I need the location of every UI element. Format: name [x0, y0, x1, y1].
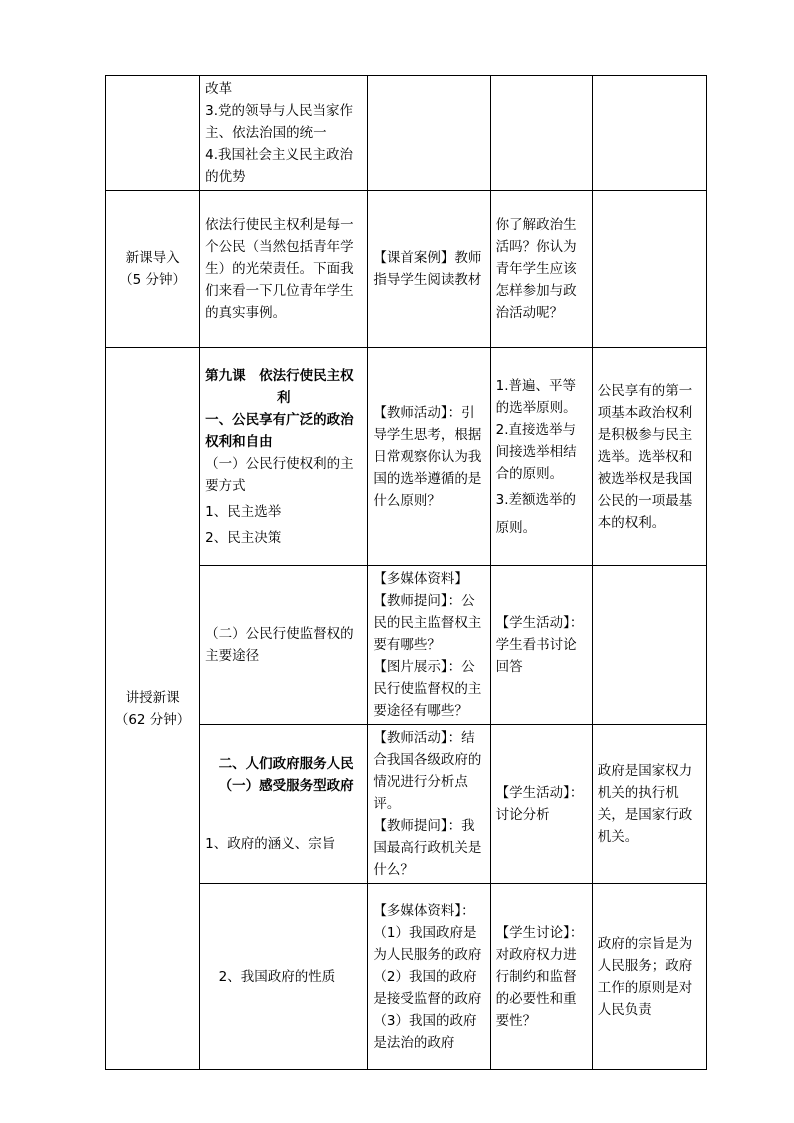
student-line: 【学生讨论】：: [495, 924, 584, 941]
teacher-cell: [368, 884, 490, 1070]
lesson-title: 利: [277, 389, 291, 406]
teacher-cell: [368, 348, 490, 566]
student-cell: [490, 348, 592, 566]
student-cell: [490, 191, 592, 348]
content-cell: [200, 725, 368, 884]
lesson-plan-table: [105, 75, 707, 1070]
content-line: 要方式: [205, 477, 246, 494]
design-cell: [592, 76, 706, 191]
teacher-cell: [368, 725, 490, 884]
student-line: 3.差额选举的: [495, 491, 577, 508]
teacher-line: （2）我国的政府是接受监督的政府: [373, 968, 482, 1007]
content-cell: [200, 348, 368, 566]
student-line: 回答: [495, 659, 523, 675]
student-text: 你了解政治生活吗？你认为青年学生应该怎样参加与政治活动呢？: [495, 217, 577, 321]
section-heading: 一、公民享有广泛的政治: [205, 411, 354, 428]
content-line: 改革: [205, 81, 233, 97]
content-cell: [200, 76, 368, 191]
design-cell: [592, 725, 706, 884]
design-text: 公民享有的第一项基本政治权利是积极参与民主选举。选举权和被选举权是我国公民的一项最基本的权利。: [597, 382, 693, 531]
teacher-line: 【图片展示】：公民行使监督权的主要途径有哪些？: [373, 659, 482, 719]
teacher-line: 【教师活动】：结合我国各级政府的情况进行分析点评。: [373, 730, 482, 812]
content-cell: [200, 566, 368, 725]
content-line: 的优势: [205, 169, 246, 185]
content-text: （二）公民行使监督权的主要途径: [205, 626, 354, 664]
student-cell: [490, 566, 592, 725]
content-line: 3.党的领导与人民当家作: [205, 103, 354, 119]
student-cell: [490, 725, 592, 884]
design-text: 政府的宗旨是为人民服务；政府工作的原则是对人民负责: [597, 935, 693, 1018]
design-text: 政府是国家权力机关的执行机关，是国家行政机关。: [597, 763, 693, 845]
table-row: [106, 348, 707, 566]
student-line: 讨论分析: [495, 807, 550, 823]
teacher-line: 【多媒体资料】：: [373, 902, 475, 919]
content-text: 2、我国政府的性质: [218, 968, 336, 985]
student-cell: [490, 884, 592, 1070]
teacher-line: 【教师提问】：公民的民主监督权主要有哪些？: [373, 593, 482, 653]
table-row: [106, 76, 707, 191]
content-line: 1、政府的涵义、宗旨: [205, 836, 336, 852]
student-line: 【学生活动】：: [495, 785, 584, 801]
table-row: [106, 191, 707, 348]
design-cell: [592, 191, 706, 348]
teacher-line: 【教师提问】：我国最高行政机关是什么？: [373, 818, 482, 878]
teacher-text: 【教师活动】：引导学生思考，根据日常观察你认为我国的选举遵循的是什么原则？: [373, 404, 482, 509]
student-cell: [490, 76, 592, 191]
student-line: 原则。: [495, 519, 537, 536]
student-line: 2.直接选举与间接选举相结合的原则。: [495, 421, 577, 482]
section-heading: （一）感受服务型政府: [218, 778, 354, 794]
stage-cell: [106, 191, 200, 348]
teacher-line: （1）我国政府是为人民服务的政府: [373, 924, 482, 963]
teacher-cell: [368, 191, 490, 348]
section-heading: 权利和自由: [205, 433, 273, 450]
teacher-cell: [368, 566, 490, 725]
student-line: 【学生活动】：: [495, 615, 584, 631]
section-heading: 二、人们政府服务人民: [218, 756, 354, 772]
stage-name: 新课导入: [125, 250, 180, 266]
lesson-title: 第九课 依法行使民主权: [205, 367, 354, 384]
stage-cell: [106, 76, 200, 191]
design-cell: [592, 348, 706, 566]
teacher-line: （3）我国的政府是法治的政府: [373, 1012, 477, 1051]
teacher-cell: [368, 76, 490, 191]
design-cell: [592, 884, 706, 1070]
content-line: 主、依法治国的统一: [205, 125, 327, 141]
teacher-text: 【课首案例】教师指导学生阅读教材: [373, 250, 482, 288]
stage-name: 讲授新课: [125, 689, 180, 706]
stage-duration: （62 分钟）: [114, 711, 191, 728]
stage-duration: （5 分钟）: [119, 272, 187, 288]
content-cell: [200, 191, 368, 348]
stage-cell: [106, 348, 200, 1070]
content-line: 1、民主选举: [205, 503, 282, 520]
content-text: 依法行使民主权利是每一个公民（当然包括青年学生）的光荣责任。下面我们来看一下几位青年学生的真实事例。: [205, 217, 354, 321]
design-cell: [592, 566, 706, 725]
student-line: 学生看书讨论: [495, 637, 577, 653]
content-line: 4.我国社会主义民主政治: [205, 147, 354, 163]
content-line: 2、民主决策: [205, 529, 282, 546]
student-line: 对政府权力进行制约和监督的必要性和重要性？: [495, 946, 577, 1029]
teacher-line: 【多媒体资料】: [373, 571, 468, 587]
content-cell: [200, 884, 368, 1070]
student-line: 1.普遍、平等的选举原则。: [495, 377, 577, 416]
content-line: （一）公民行使权利的主: [205, 455, 354, 472]
